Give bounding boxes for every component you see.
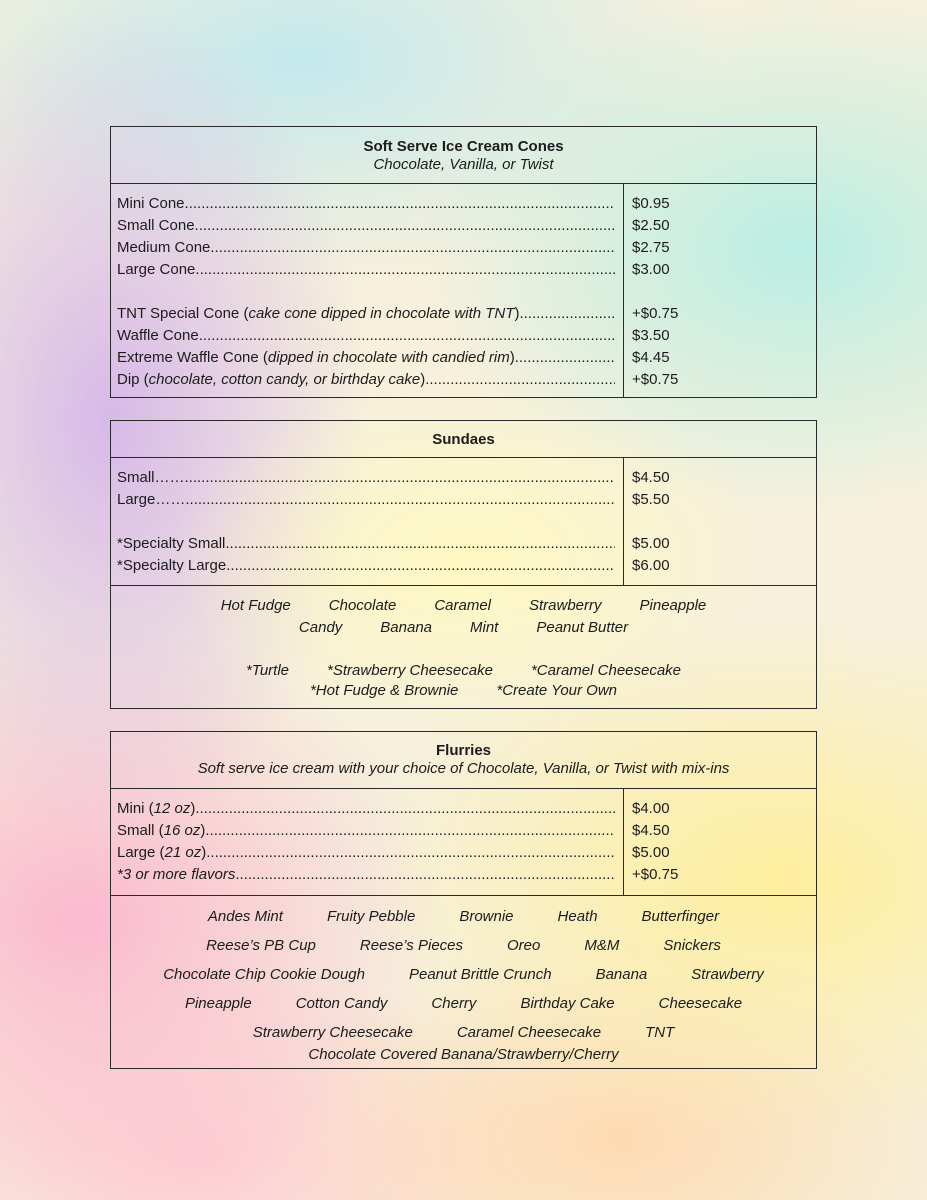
mixin: Snickers [663,937,721,954]
sundaes-toppings [111,585,816,707]
flurries-subtitle: Soft serve ice cream with your choice of Chocolate, Vanilla, or Twist with mix-ins [197,760,730,777]
specialty-row [111,661,816,681]
mixin: Pineapple [184,995,252,1012]
menu-item: Dip (chocolate, cotton candy, or birthday cake) ..... [117,369,615,391]
topping: Banana [380,619,432,636]
mixin: Chocolate Covered Banana/Strawberry/Cherry [308,1046,619,1063]
price: $3.50 [632,327,670,344]
topping: Hot Fudge [220,597,291,614]
menu-item: Extreme Waffle Cone (dipped in chocolate with candied rim) ..... [117,347,615,369]
cones-prices [624,184,816,397]
toppings-row [111,617,816,639]
price: +$0.75 [632,371,679,388]
mixin: Cheesecake [658,995,743,1012]
mixins-row [111,931,816,960]
menu-item: Large…… ..... [117,489,615,511]
cones-header [111,127,816,184]
sundaes-title: Sundaes [432,431,495,448]
sundaes-prices [624,458,816,585]
specialty-topping: *Strawberry Cheesecake [327,662,493,679]
specialty-topping: *Caramel Cheesecake [530,662,682,679]
menu-item: Mini Cone ..... [117,193,615,215]
topping: Pineapple [639,597,707,614]
topping: Chocolate [328,597,397,614]
menu-item: Small (16 oz) ..... [117,820,615,842]
mixins-row [111,989,816,1018]
mixin: TNT [645,1024,675,1041]
price: $4.50 [632,822,670,839]
cones-panel [110,126,817,398]
menu-item: Mini (12 oz) ..... [117,798,615,820]
menu-item: *Specialty Small ..... [117,533,615,555]
flurries-mixins [111,895,816,1067]
mixins-row [111,902,816,931]
mixin: Butterfinger [641,908,720,925]
topping: Strawberry [529,597,602,614]
mixin: Brownie [459,908,514,925]
sundaes-rows [111,458,816,585]
menu-item: Small Cone ..... [117,215,615,237]
menu-item: Small…… ..... [117,467,615,489]
mixin: Strawberry Cheesecake [252,1024,413,1041]
specialty-row [111,681,816,701]
sundaes-items [111,458,624,585]
price: +$0.75 [632,866,679,883]
cones-items [111,184,624,397]
topping: Mint [470,619,499,636]
cones-rows [111,184,816,397]
menu-item: TNT Special Cone (cake cone dipped in chocolate with TNT) ..... [117,303,615,325]
mixin: Strawberry [691,966,764,983]
topping: Caramel [434,597,491,614]
mixin: Cotton Candy [295,995,388,1012]
price: $2.75 [632,239,670,256]
price: $0.95 [632,195,670,212]
mixin: Cherry [431,995,477,1012]
mixin: Chocolate Chip Cookie Dough [163,966,365,983]
sundaes-header [111,421,816,458]
mixin: Andes Mint [207,908,283,925]
price: $6.00 [632,557,670,574]
flurries-panel [110,731,817,1069]
mixins-row [111,1047,816,1063]
mixin: Fruity Pebble [326,908,416,925]
mixin: Birthday Cake [520,995,615,1012]
flurries-prices [624,789,816,895]
mixin: Heath [557,908,598,925]
cones-subtitle: Chocolate, Vanilla, or Twist [373,156,554,173]
specialty-topping: *Create Your Own [496,682,618,699]
menu-item: *Specialty Large ..... [117,555,615,577]
price: $2.50 [632,217,670,234]
mixin: Caramel Cheesecake [456,1024,602,1041]
menu-item: Medium Cone ..... [117,237,615,259]
price: $4.00 [632,800,670,817]
specialty-topping: *Turtle [245,662,290,679]
flurries-header [111,732,816,789]
flurries-rows [111,789,816,895]
price: $3.00 [632,261,670,278]
mixins-row [111,1018,816,1047]
topping: Peanut Butter [536,619,629,636]
mixin: Oreo [507,937,541,954]
cones-title: Soft Serve Ice Cream Cones [363,138,564,155]
flurries-title: Flurries [435,742,492,759]
mixin: Reese’s PB Cup [206,937,316,954]
price: $4.45 [632,349,670,366]
price: +$0.75 [632,305,679,322]
sundaes-panel [110,420,817,709]
flurries-items [111,789,624,895]
menu-item: Large Cone ..... [117,259,615,281]
price: $4.50 [632,469,670,486]
price: $5.00 [632,844,670,861]
price: $5.00 [632,535,670,552]
mixin: Peanut Brittle Crunch [408,966,552,983]
mixin: Reese’s Pieces [359,937,464,954]
specialty-topping: *Hot Fudge & Brownie [309,682,459,699]
menu-item: Waffle Cone ..... [117,325,615,347]
menu-item: *3 or more flavors ..... [117,864,615,886]
mixins-row [111,960,816,989]
topping: Candy [298,619,343,636]
mixin: M&M [584,937,620,954]
price: $5.50 [632,491,670,508]
toppings-row [111,595,816,617]
mixin: Banana [595,966,648,983]
menu-item: Large (21 oz) ..... [117,842,615,864]
